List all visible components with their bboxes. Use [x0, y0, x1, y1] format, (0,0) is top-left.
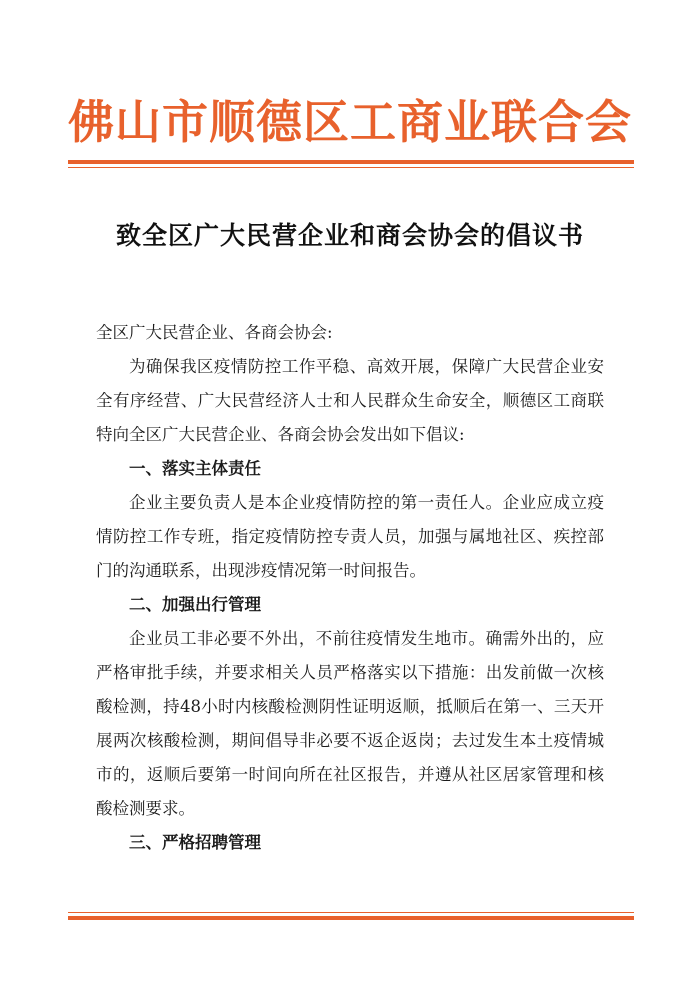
document-title: 致全区广大民营企业和商会协会的倡议书: [115, 221, 584, 250]
intro-paragraph: 为确保我区疫情防控工作平稳、高效开展，保障广大民营企业安全有序经营、广大民营经济人士和人民群众生命安全，顺德区工商联特向全区广大民营企业、各商会协会发出如下倡议:: [96, 357, 604, 444]
masthead-divider: [68, 160, 634, 168]
masthead-org-name: 佛山市顺德区工商业联合会: [68, 95, 632, 149]
section-body-1: 企业主要负责人是本企业疫情防控的第一责任人。企业应成立疫情防控工作专班，指定疫情防控专责人员，加强与属地社区、疾控部门的沟通联系，出现涉疫情况第一时间报告。: [96, 493, 604, 580]
footer-divider: [68, 912, 634, 920]
salutation: 全区广大民营企业、各商会协会:: [96, 323, 333, 342]
section-heading-3: 三、严格招聘管理: [129, 833, 261, 852]
section-heading-2: 二、加强出行管理: [129, 595, 261, 614]
document-body: [96, 316, 604, 860]
section-body-2: 企业员工非必要不外出，不前往疫情发生地市。确需外出的，应严格审批手续，并要求相关人员严格落实以下措施：出发前做一次核酸检测，持48小时内核酸检测阴性证明返顺，抵顺后在第一、三天开展两次核酸检测，期间倡导非必要不返企返岗；去过发生本土疫情城市的，返顺后要第一时间向所在社区报告，并遵从社区居家管理和核酸检测要求。: [96, 629, 604, 818]
section-heading-1: 一、落实主体责任: [129, 459, 261, 478]
